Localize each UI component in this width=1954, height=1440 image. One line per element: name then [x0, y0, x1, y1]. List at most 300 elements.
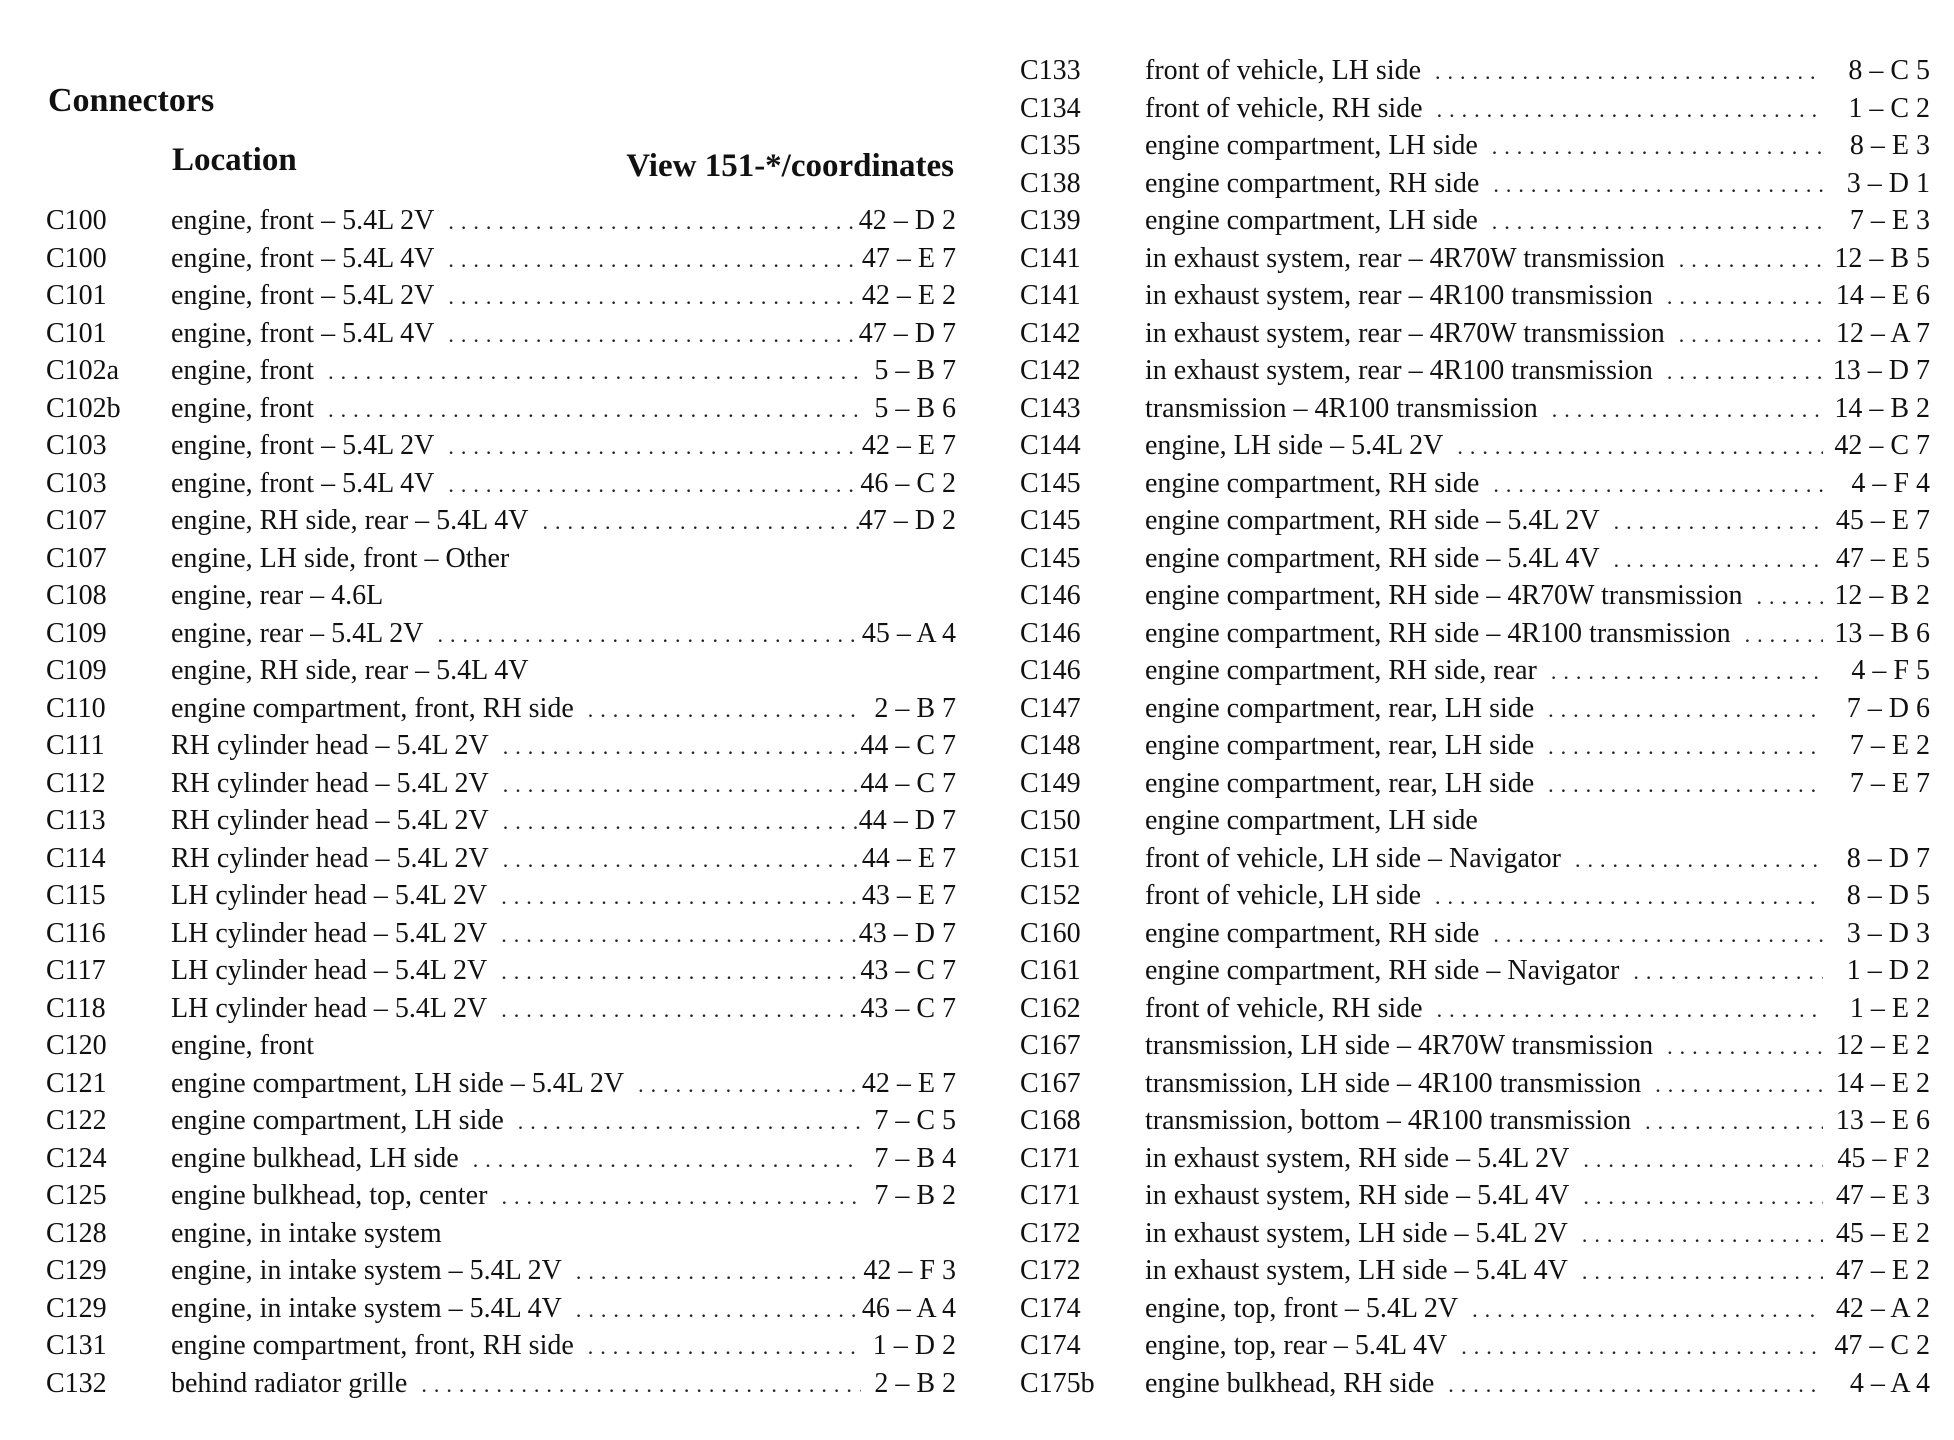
- connector-coordinates: 8 – E 3: [1849, 130, 1930, 161]
- connector-location: [1145, 277, 1823, 316]
- connector-location-text: RH cylinder head – 5.4L 2V: [171, 730, 489, 761]
- connector-location: [1145, 690, 1823, 729]
- connector-location: [1145, 765, 1823, 804]
- connector-location: [171, 840, 861, 879]
- dot-leader: [437, 616, 861, 654]
- connector-row: [46, 1027, 956, 1065]
- connector-code: C134: [1020, 92, 1081, 124]
- connector-code: C141: [1020, 242, 1081, 274]
- dot-leader: [1552, 391, 1823, 429]
- dot-leader: [1633, 953, 1823, 991]
- connector-coordinates: 5 – B 7: [874, 355, 956, 386]
- connector-location: [1145, 315, 1823, 354]
- connector-code: C152: [1020, 880, 1081, 911]
- connector-row: [1020, 427, 1930, 465]
- dot-leader: [1461, 1328, 1823, 1366]
- connector-coordinates: 47 – E 7: [861, 242, 956, 274]
- connector-location-text: engine compartment, LH side: [1145, 130, 1478, 161]
- connector-location-text: in exhaust system, rear – 4R70W transmission: [1145, 317, 1665, 349]
- connector-location-text: engine, front – 5.4L 4V: [171, 317, 435, 349]
- connector-coordinates: 3 – D 3: [1846, 917, 1930, 949]
- connector-coordinates: 5 – B 6: [874, 392, 956, 424]
- connector-code: C111: [46, 730, 105, 761]
- dot-leader: [638, 1066, 861, 1104]
- connector-location: [1145, 390, 1823, 429]
- connector-row: [1020, 1140, 1930, 1178]
- connector-location-text: engine compartment, LH side: [171, 1105, 504, 1136]
- connector-code: C109: [46, 617, 107, 649]
- connector-coordinates: 2 – B 7: [874, 692, 956, 724]
- connector-location: [1145, 1215, 1823, 1254]
- connector-location: [1145, 577, 1823, 616]
- connector-code: C161: [1020, 955, 1081, 986]
- connector-row: [46, 727, 956, 765]
- connector-coordinates: 8 – D 7: [1846, 842, 1930, 874]
- connector-location: [171, 427, 861, 466]
- connector-coordinates: 12 – B 2: [1834, 580, 1930, 611]
- connector-row: [1020, 1215, 1930, 1253]
- connector-code: C146: [1020, 655, 1081, 686]
- connector-row: [46, 1215, 956, 1253]
- connector-location: [1145, 127, 1823, 166]
- connector-code: C100: [46, 205, 107, 236]
- connector-row: [1020, 127, 1930, 165]
- connector-location-text: engine, in intake system – 5.4L 2V: [171, 1255, 562, 1286]
- section-title: Connectors: [48, 82, 215, 119]
- connector-code: C175b: [1020, 1367, 1095, 1399]
- connector-coordinates: 46 – A 4: [861, 1292, 956, 1324]
- connector-coordinates: 47 – D 7: [858, 317, 956, 349]
- connector-location: [171, 1102, 861, 1141]
- connector-location-text: LH cylinder head – 5.4L 2V: [171, 955, 488, 986]
- connector-code: C133: [1020, 55, 1081, 86]
- connector-location-text: engine compartment, RH side – 4R100 transmission: [1145, 617, 1731, 649]
- dot-leader: [1614, 541, 1823, 579]
- connector-coordinates: 13 – D 7: [1832, 355, 1930, 386]
- connector-row: [1020, 1327, 1930, 1365]
- dot-leader: [501, 953, 861, 991]
- right-connector-list: [1020, 52, 1930, 1402]
- dot-leader: [1745, 616, 1823, 654]
- connector-code: C116: [46, 917, 106, 949]
- connector-row: [1020, 577, 1930, 615]
- connector-location: [1145, 52, 1823, 91]
- connector-location-text: in exhaust system, rear – 4R100 transmission: [1145, 355, 1653, 386]
- connector-location-text: engine compartment, rear, LH side: [1145, 692, 1535, 724]
- connector-code: C147: [1020, 692, 1081, 724]
- connector-location-text: RH cylinder head – 5.4L 2V: [171, 767, 489, 799]
- connector-location-text: engine, front – 5.4L 4V: [171, 467, 435, 499]
- connector-location-text: engine, front – 5.4L 2V: [171, 280, 435, 311]
- connector-location: [171, 1365, 861, 1404]
- connector-location: [1145, 727, 1823, 766]
- connector-coordinates: 46 – C 2: [860, 467, 956, 499]
- dot-leader: [542, 503, 861, 541]
- connector-code: C125: [46, 1180, 107, 1211]
- connector-location: [1145, 352, 1823, 391]
- dot-leader: [1435, 53, 1823, 91]
- connector-location: [1145, 877, 1823, 916]
- connector-row: [1020, 90, 1930, 128]
- connector-coordinates: 43 – E 7: [861, 880, 956, 911]
- connector-row: [46, 202, 956, 240]
- dot-leader: [1667, 353, 1823, 391]
- connector-code: C132: [46, 1367, 107, 1399]
- connector-location-text: transmission, LH side – 4R70W transmission: [1145, 1030, 1654, 1061]
- connector-location: [171, 1290, 861, 1329]
- dot-leader: [1614, 503, 1823, 541]
- connector-row: [1020, 277, 1930, 315]
- connector-location-text: engine bulkhead, top, center: [171, 1180, 488, 1211]
- connector-location-text: behind radiator grille: [171, 1367, 408, 1399]
- dot-leader: [503, 766, 861, 804]
- connector-row: [46, 1102, 956, 1140]
- dot-leader: [1679, 241, 1823, 279]
- connector-row: [1020, 202, 1930, 240]
- connector-row: [1020, 1177, 1930, 1215]
- connector-code: C107: [46, 542, 107, 574]
- dot-leader: [1437, 91, 1823, 129]
- dot-leader: [588, 691, 861, 729]
- connector-location-text: engine, rear – 5.4L 2V: [171, 617, 424, 649]
- dot-leader: [1548, 766, 1823, 804]
- connector-location: [171, 315, 861, 354]
- connector-coordinates: 45 – E 2: [1835, 1217, 1930, 1249]
- connector-location: [1145, 1252, 1823, 1291]
- connector-row: [46, 1140, 956, 1178]
- connector-row: [1020, 502, 1930, 540]
- connector-code: C172: [1020, 1217, 1081, 1249]
- connector-row: [46, 352, 956, 390]
- dot-leader: [448, 241, 861, 279]
- connector-location-text: engine, front: [171, 355, 315, 386]
- connector-coordinates: 2 – B 2: [874, 1367, 956, 1399]
- connector-location-text: engine, in intake system – 5.4L 4V: [171, 1292, 562, 1324]
- connector-location: [1145, 165, 1823, 204]
- connector-code: C102b: [46, 392, 121, 424]
- dot-leader: [1575, 841, 1823, 879]
- connector-location: [171, 390, 861, 429]
- connector-code: C150: [1020, 805, 1081, 836]
- connector-location-text: engine, in intake system: [171, 1217, 442, 1249]
- connector-code: C174: [1020, 1292, 1081, 1324]
- dot-leader: [1583, 1141, 1823, 1179]
- connector-row: [46, 952, 956, 990]
- connector-location: [1145, 1065, 1823, 1104]
- connector-location: [1145, 652, 1823, 691]
- left-connector-list: [46, 202, 956, 1402]
- connector-coordinates: 42 – F 3: [863, 1255, 956, 1286]
- connector-row: [46, 765, 956, 803]
- connector-row: [46, 990, 956, 1028]
- connector-coordinates: 12 – A 7: [1835, 317, 1930, 349]
- connector-code: C121: [46, 1067, 107, 1099]
- dot-leader: [473, 1141, 861, 1179]
- connector-row: [1020, 1027, 1930, 1065]
- connector-location: [171, 765, 861, 804]
- connector-location-text: engine compartment, RH side – Navigator: [1145, 955, 1620, 986]
- connector-location-text: engine compartment, LH side: [1145, 205, 1478, 236]
- connector-code: C102a: [46, 355, 120, 386]
- connector-location-text: engine, LH side, front – Other: [171, 542, 510, 574]
- connector-coordinates: 14 – E 2: [1835, 1067, 1930, 1099]
- connector-location: [171, 1140, 861, 1179]
- connector-code: C168: [1020, 1105, 1081, 1136]
- connector-location: [1145, 615, 1823, 654]
- dot-leader: [576, 1291, 861, 1329]
- connector-code: C141: [1020, 280, 1081, 311]
- dot-leader: [501, 991, 861, 1029]
- connector-location-text: in exhaust system, LH side – 5.4L 4V: [1145, 1255, 1568, 1286]
- connector-code: C162: [1020, 992, 1081, 1024]
- connector-location-text: front of vehicle, LH side – Navigator: [1145, 842, 1561, 874]
- connector-location-text: engine compartment, RH side – 5.4L 2V: [1145, 505, 1600, 536]
- connector-location: [171, 1215, 861, 1253]
- connector-row: [46, 465, 956, 503]
- connector-coordinates: 45 – F 2: [1837, 1142, 1930, 1174]
- connector-row: [1020, 840, 1930, 878]
- connector-coordinates: 4 – F 4: [1851, 467, 1930, 499]
- dot-leader: [1548, 728, 1823, 766]
- connector-location: [171, 1252, 861, 1291]
- connector-location: [1145, 1102, 1823, 1141]
- dot-leader: [1493, 466, 1823, 504]
- connector-row: [46, 1065, 956, 1103]
- connector-coordinates: 8 – D 5: [1846, 880, 1930, 911]
- connector-code: C149: [1020, 767, 1081, 799]
- connector-location-text: engine compartment, LH side: [1145, 805, 1478, 836]
- connector-code: C100: [46, 242, 107, 274]
- connector-code: C120: [46, 1030, 107, 1061]
- connector-row: [1020, 240, 1930, 278]
- connector-row: [46, 1327, 956, 1365]
- connector-location: [171, 727, 861, 766]
- connector-row: [1020, 315, 1930, 353]
- connector-location-text: transmission, LH side – 4R100 transmission: [1145, 1067, 1642, 1099]
- dot-leader: [1493, 166, 1823, 204]
- connector-row: [46, 802, 956, 840]
- connector-coordinates: 4 – A 4: [1849, 1367, 1930, 1399]
- dot-leader: [1548, 691, 1823, 729]
- connector-row: [46, 277, 956, 315]
- connector-code: C107: [46, 505, 107, 536]
- connector-code: C128: [46, 1217, 107, 1249]
- connector-coordinates: 44 – C 7: [860, 767, 956, 799]
- connector-code: C172: [1020, 1255, 1081, 1286]
- connector-location-text: front of vehicle, RH side: [1145, 992, 1423, 1024]
- connector-code: C167: [1020, 1030, 1081, 1061]
- dot-leader: [328, 353, 861, 391]
- connector-code: C148: [1020, 730, 1081, 761]
- connector-code: C144: [1020, 430, 1081, 461]
- dot-leader: [1667, 278, 1823, 316]
- connector-coordinates: 47 – D 2: [858, 505, 956, 536]
- dot-leader: [448, 428, 861, 466]
- connector-location-text: front of vehicle, LH side: [1145, 880, 1422, 911]
- connector-code: C101: [46, 317, 107, 349]
- dot-leader: [1582, 1216, 1823, 1254]
- connector-location-text: engine, LH side – 5.4L 2V: [1145, 430, 1444, 461]
- connector-location: [171, 577, 861, 615]
- connector-row: [1020, 1065, 1930, 1103]
- dot-leader: [1551, 653, 1823, 691]
- connector-code: C131: [46, 1330, 107, 1361]
- connector-location: [1145, 427, 1823, 466]
- connector-row: [46, 390, 956, 428]
- connector-code: C145: [1020, 542, 1081, 574]
- connector-coordinates: 47 – E 3: [1835, 1180, 1930, 1211]
- connector-coordinates: 44 – C 7: [860, 730, 956, 761]
- connector-location-text: front of vehicle, RH side: [1145, 92, 1423, 124]
- connector-code: C113: [46, 805, 106, 836]
- connector-code: C103: [46, 467, 107, 499]
- connector-row: [1020, 540, 1930, 578]
- connector-row: [1020, 1290, 1930, 1328]
- connector-row: [1020, 1102, 1930, 1140]
- connector-coordinates: 1 – E 2: [1849, 992, 1930, 1024]
- connector-location-text: engine compartment, LH side – 5.4L 2V: [171, 1067, 625, 1099]
- connector-location-text: engine compartment, RH side: [1145, 467, 1480, 499]
- connector-location: [1145, 840, 1823, 879]
- connector-coordinates: 43 – C 7: [860, 955, 956, 986]
- connector-location-text: RH cylinder head – 5.4L 2V: [171, 842, 489, 874]
- dot-leader: [1492, 128, 1823, 166]
- connector-location-text: engine bulkhead, RH side: [1145, 1367, 1435, 1399]
- connector-row: [46, 427, 956, 465]
- connector-row: [46, 877, 956, 915]
- dot-leader: [448, 316, 861, 354]
- connector-location: [1145, 1290, 1823, 1329]
- connector-location: [1145, 540, 1823, 579]
- connector-location-text: engine, front: [171, 1030, 315, 1061]
- connector-code: C174: [1020, 1330, 1081, 1361]
- dot-leader: [576, 1253, 861, 1291]
- connector-location: [1145, 202, 1823, 241]
- connector-code: C129: [46, 1255, 107, 1286]
- connector-code: C109: [46, 655, 107, 686]
- dot-leader: [1645, 1103, 1823, 1141]
- dot-leader: [1582, 1253, 1823, 1291]
- connector-coordinates: 7 – D 6: [1846, 692, 1930, 724]
- connector-code: C101: [46, 280, 107, 311]
- connector-location: [171, 277, 861, 316]
- connector-code: C117: [46, 955, 106, 986]
- dot-leader: [1472, 1291, 1823, 1329]
- connector-code: C124: [46, 1142, 107, 1174]
- connector-coordinates: 7 – B 4: [874, 1142, 956, 1174]
- connector-location: [1145, 990, 1823, 1029]
- connector-coordinates: 43 – C 7: [860, 992, 956, 1024]
- connector-row: [1020, 465, 1930, 503]
- connector-row: [1020, 727, 1930, 765]
- connector-row: [1020, 1365, 1930, 1403]
- connector-location: [171, 877, 861, 916]
- connector-coordinates: 1 – C 2: [1848, 92, 1930, 124]
- connector-row: [46, 690, 956, 728]
- connector-code: C167: [1020, 1067, 1081, 1099]
- connector-row: [46, 502, 956, 540]
- connector-location: [171, 502, 861, 541]
- connector-coordinates: 7 – E 7: [1849, 767, 1930, 799]
- connector-location: [171, 802, 861, 841]
- connector-code: C145: [1020, 505, 1081, 536]
- connector-coordinates: 42 – E 7: [861, 430, 956, 461]
- connector-location-text: engine compartment, front, RH side: [171, 1330, 574, 1361]
- connector-code: C110: [46, 692, 106, 724]
- connector-row: [1020, 352, 1930, 390]
- dot-leader: [448, 278, 861, 316]
- connector-coordinates: 4 – F 5: [1851, 655, 1930, 686]
- connector-row: [46, 315, 956, 353]
- dot-leader: [1435, 878, 1823, 916]
- dot-leader: [1448, 1366, 1823, 1404]
- connector-row: [46, 915, 956, 953]
- dot-leader: [501, 1178, 861, 1216]
- connector-location-text: in exhaust system, RH side – 5.4L 2V: [1145, 1142, 1570, 1174]
- connector-row: [46, 652, 956, 690]
- connector-location: [171, 1327, 861, 1366]
- connector-row: [46, 1177, 956, 1215]
- view-coordinates-column-header: View 151-*/coordinates: [626, 148, 954, 184]
- connector-location-text: engine compartment, RH side, rear: [1145, 655, 1537, 686]
- connector-location-text: engine compartment, front, RH side: [171, 692, 574, 724]
- connector-row: [1020, 952, 1930, 990]
- connector-row: [1020, 1252, 1930, 1290]
- connector-coordinates: 42 – D 2: [858, 205, 956, 236]
- connector-location: [1145, 1140, 1823, 1179]
- dot-leader: [1583, 1178, 1823, 1216]
- dot-leader: [1679, 316, 1823, 354]
- connector-location: [1145, 915, 1823, 954]
- connector-row: [1020, 915, 1930, 953]
- dot-leader: [1493, 916, 1823, 954]
- connector-code: C142: [1020, 355, 1081, 386]
- connector-coordinates: 7 – C 5: [874, 1105, 956, 1136]
- connector-row: [1020, 765, 1930, 803]
- connector-code: C145: [1020, 467, 1081, 499]
- connector-location-text: engine, top, rear – 5.4L 4V: [1145, 1330, 1448, 1361]
- connector-location: [171, 202, 861, 241]
- connector-location: [171, 1177, 861, 1216]
- connector-coordinates: 1 – D 2: [1846, 955, 1930, 986]
- connector-location-text: engine compartment, RH side – 4R70W transmission: [1145, 580, 1743, 611]
- connector-location-text: engine compartment, RH side – 5.4L 4V: [1145, 542, 1600, 574]
- connector-coordinates: 42 – E 7: [861, 1067, 956, 1099]
- dot-leader: [518, 1103, 861, 1141]
- dot-leader: [421, 1366, 861, 1404]
- connector-coordinates: 7 – E 2: [1849, 730, 1930, 761]
- connector-code: C122: [46, 1105, 107, 1136]
- connector-location-text: engine, rear – 4.6L: [171, 580, 384, 611]
- connector-code: C151: [1020, 842, 1081, 874]
- connector-location-text: in exhaust system, RH side – 5.4L 4V: [1145, 1180, 1570, 1211]
- connector-location-text: engine, RH side, rear – 5.4L 4V: [171, 655, 529, 686]
- connector-location-text: front of vehicle, LH side: [1145, 55, 1422, 86]
- connector-location-text: in exhaust system, LH side – 5.4L 2V: [1145, 1217, 1568, 1249]
- connector-location-text: engine, front – 5.4L 2V: [171, 430, 435, 461]
- dot-leader: [501, 916, 861, 954]
- dot-leader: [588, 1328, 861, 1366]
- connector-coordinates: 47 – C 2: [1834, 1330, 1930, 1361]
- connector-row: [46, 1252, 956, 1290]
- connector-coordinates: 12 – E 2: [1835, 1030, 1930, 1061]
- connector-coordinates: 42 – C 7: [1834, 430, 1930, 461]
- connector-location-text: engine, front – 5.4L 4V: [171, 242, 435, 274]
- connector-row: [46, 240, 956, 278]
- connector-coordinates: 45 – A 4: [861, 617, 956, 649]
- connector-location: [171, 240, 861, 279]
- connector-location: [171, 652, 861, 690]
